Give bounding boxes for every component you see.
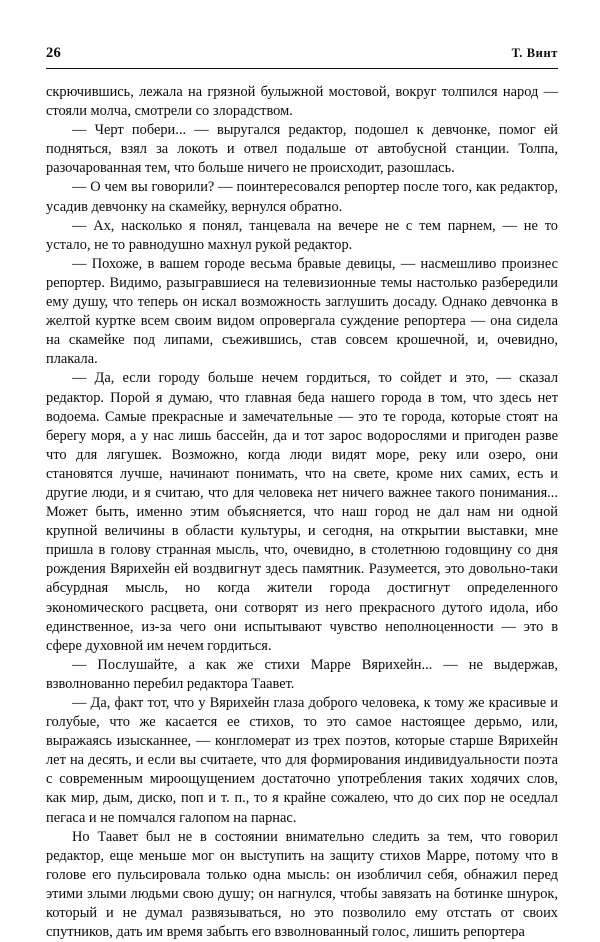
paragraph: Но Таавет был не в состоянии внимательно следить за тем, что говорил редактор, еще меньше мог он выступить на защиту стихов Марре, потому что в голове его пульсировала только одна мысль: он изобличил себя, обнажил перед этими злыми людьми свою душу; он нагнулся, чтобы завязать на ботинке шнурок, который и не думал развязываться, но это позволило ему отстать от своих спутников, дать им время забыть его взволнованный голос, лишить репортера <box>46 828 558 941</box>
paragraph: — Похоже, в вашем городе весьма бравые девицы, — насмешливо произнес репортер. Видимо, разыгравшиеся на телевизионные темы настолько разбередили ему душу, что теперь он искал возможность заглушить досаду. Однако девчонка в желтой куртке всем своим видом опровергала суждение репортера — она сидела на скамейке под липами, съежившись, став совсем крошечной, и, очевидно, плакала. <box>46 255 558 368</box>
page-header <box>46 45 558 62</box>
paragraph: — Черт побери... — выругался редактор, подошел к девчонке, помог ей подняться, взял за локоть и отвел подальше от автобусной станции. Толпа, разочарованная тем, что больше ничего не происходит, разошлась. <box>46 122 558 177</box>
page-number: 26 <box>46 45 61 61</box>
paragraph: — Да, если городу больше нечем гордиться, то сойдет и это, — сказал редактор. Порой я думаю, что главная беда нашего города в том, что здесь нет водоема. Самые прекрасные и замечательные — это те города, которые стоят на берегу моря, а у нас лишь бассейн, да и тот зарос водорослями и пригоден разве что для лягушек. Возможно, когда люди видят море, реку или озеро, они становятся лучше, начинают понимать, что на свете, кроме них самих, есть и другие люди, и я считаю, что для человека нет ничего важнее такого понимания... Может быть, именно этим объясняется, что наш город не дал нам ни одной крупной величины в области культуры, и сегодня, на открытии выставки, мне пришла в голову странная мысль, что, очевидно, в столетнюю годовщину со дня рождения Вярихейн ей воздвигнут здесь памятник. Разумеется, это довольно-таки абсурдная мысль, но когда жители города достигнут определенного экономического расцвета, они сотворят из него прекрасного дутого идола, ибо единственное, из-за чего они испытывают чувство неполноценности — это в сфере духовной им нечем гордиться. <box>46 370 558 654</box>
paragraph: — О чем вы говорили? — поинтересовался репортер после того, как редактор, усадив девчонку на скамейку, вернулся обратно. <box>46 179 558 215</box>
running-head: Т. Винт <box>511 46 558 60</box>
paragraph: — Да, факт тот, что у Вярихейн глаза доброго человека, к тому же красивые и голубые, что же касается ее стихов, то это самое настоящее дерьмо, или, выражаясь изысканнее, — конгломерат из трех поэтов, которые старше Вярихейн лет на десять, и если вы считаете, что для формирования индивидуальности поэта с современным мироощущением достаточно употребления таких ходячих слов, как мир, дым, диско, поп и т. п., то я крайне сожалею, что до сих пор не оседлал пегаса и не помчался галопом на парнас. <box>46 695 558 826</box>
paragraph: — Послушайте, а как же стихи Марре Вярихейн... — не выдержав, взволнованно перебил редактора Таавет. <box>46 656 558 692</box>
paragraph: скрючившись, лежала на грязной булыжной мостовой, вокруг толпился народ — стояли молча, смотрели со злорадством. <box>46 84 558 120</box>
paragraph: — Ах, насколько я понял, танцевала на вечере не с тем парнем, — не то устало, не то равнодушно махнул рукой редактор. <box>46 217 558 253</box>
body-text <box>46 83 558 942</box>
header-rule <box>46 68 558 69</box>
